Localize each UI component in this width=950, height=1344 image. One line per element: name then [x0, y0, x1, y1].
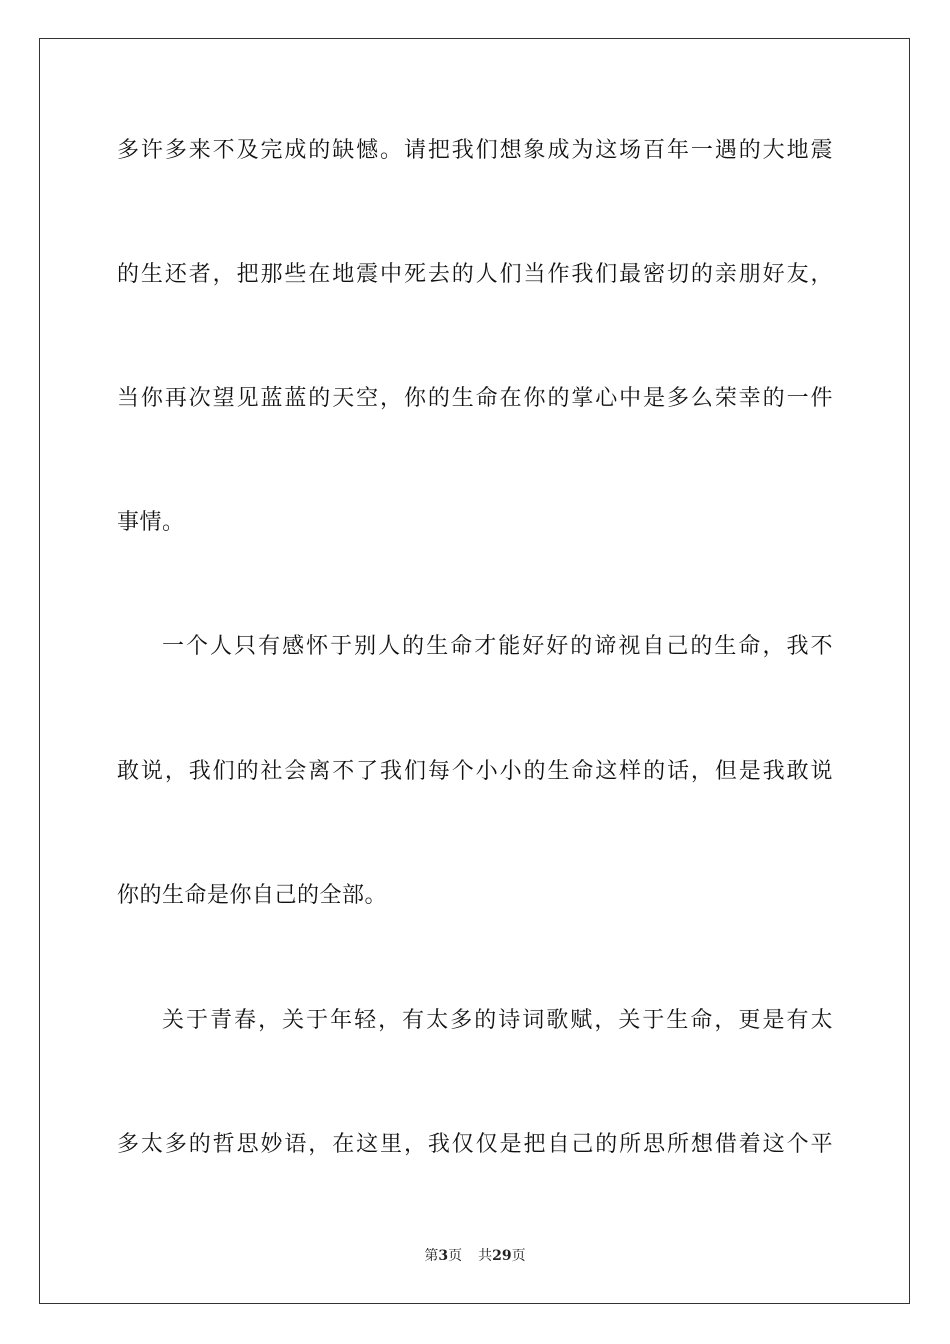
text-line-1: 多许多来不及完成的缺憾。请把我们想象成为这场百年一遇的大地震: [117, 138, 833, 163]
page-border: [39, 38, 910, 1304]
total-prefix: 共: [478, 1248, 493, 1264]
text-line-2: 的生还者，把那些在地震中死去的人们当作我们最密切的亲朋好友，: [117, 262, 833, 287]
paragraph-start-line: 一个人只有感怀于别人的生命才能好好的谛视自己的生命，我不: [162, 634, 833, 659]
text-line-7: 你的生命是你自己的全部。: [117, 883, 388, 908]
total-suffix: 页: [511, 1248, 526, 1264]
text-line-3: 当你再次望见蓝蓝的天空，你的生命在你的掌心中是多么荣幸的一件: [117, 386, 833, 411]
text-line-4: 事情。: [117, 510, 185, 535]
page-number: 3: [438, 1248, 449, 1264]
page-footer: [0, 1246, 950, 1266]
paragraph-start-line: 关于青春，关于年轻，有太多的诗词歌赋，关于生命，更是有太: [162, 1008, 833, 1033]
text-line-9: 多太多的哲思妙语，在这里，我仅仅是把自己的所思所想借着这个平: [117, 1132, 833, 1157]
text-line-6: 敢说，我们的社会离不了我们每个小小的生命这样的话，但是我敢说: [117, 759, 833, 784]
page-suffix: 页: [448, 1248, 463, 1264]
page-prefix: 第: [424, 1248, 439, 1264]
total-pages: 29: [492, 1248, 512, 1264]
